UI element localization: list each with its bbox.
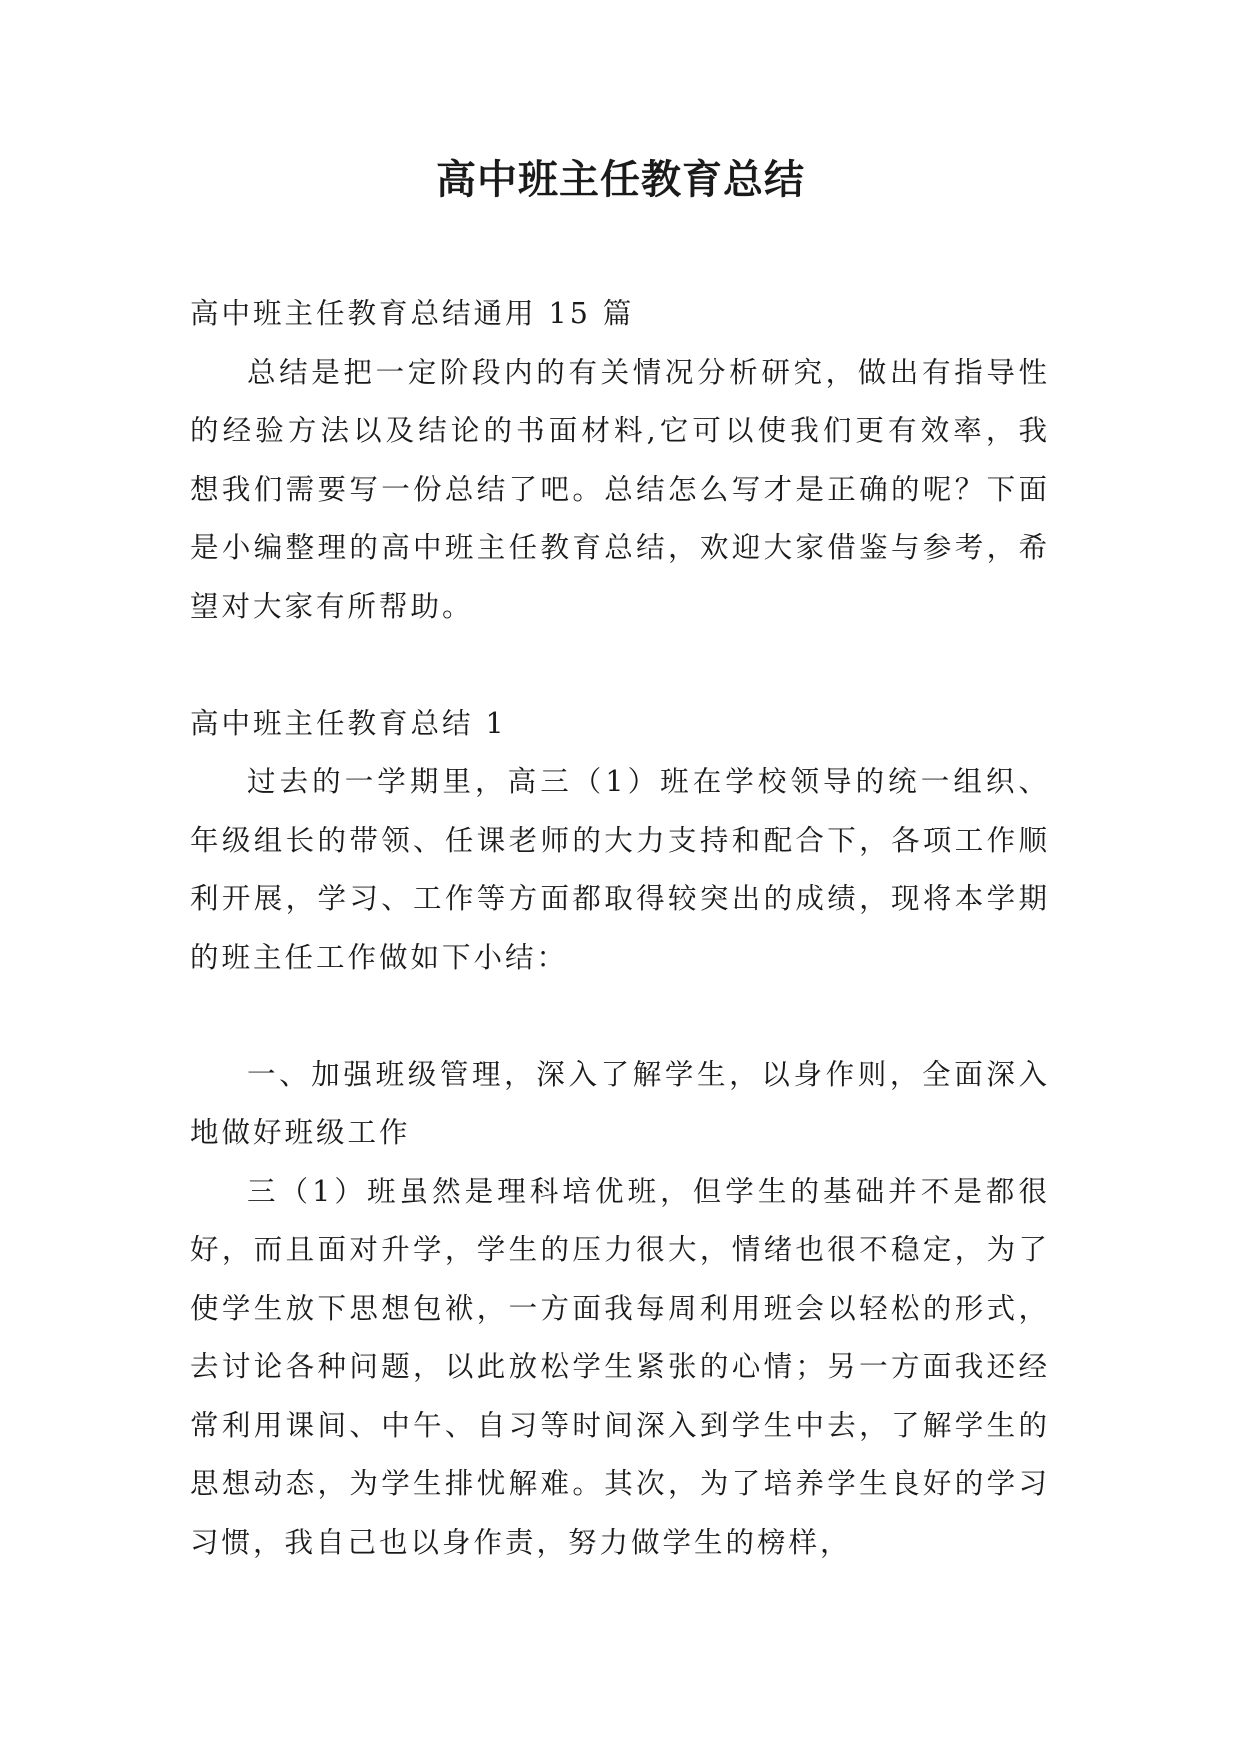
- body-paragraph: 三（1）班虽然是理科培优班，但学生的基础并不是都很好，而且面对升学，学生的压力很大，情绪也很不稳定，为了使学生放下思想包袱，一方面我每周利用班会以轻松的形式，去讨论各种问题，以此放松学生紧张的心情；另一方面我还经常利用课间、中午、自习等时间深入到学生中去，了解学生的思想动态，为学生排忧解难。其次，为了培养学生良好的学习习惯，我自己也以身作责，努力做学生的榜样，: [190, 1174, 1050, 1559]
- paragraph-gap: [190, 987, 1050, 1046]
- document-body: [190, 285, 1050, 1572]
- section-subheading: 高中班主任教育总结通用 15 篇: [190, 297, 635, 330]
- document-title: 高中班主任教育总结: [436, 157, 805, 203]
- section-heading-paragraph: 一、加强班级管理，深入了解学生，以身作则，全面深入地做好班级工作: [190, 1057, 1050, 1149]
- intro-paragraph: 总结是把一定阶段内的有关情况分析研究，做出有指导性的经验方法以及结论的书面材料,它可以使我们更有效率，我想我们需要写一份总结了吧。总结怎么写才是正确的呢？下面是小编整理的高中班主任教育总结，欢迎大家借鉴与参考，希望对大家有所帮助。: [190, 355, 1050, 623]
- section-subheading: 高中班主任教育总结 1: [190, 706, 507, 740]
- paragraph-gap: [190, 636, 1050, 695]
- summary-paragraph: 过去的一学期里，高三（1）班在学校领导的统一组织、年级组长的带领、任课老师的大力支持和配合下，各项工作顺利开展，学习、工作等方面都取得较突出的成绩，现将本学期的班主任工作做如下小结：: [190, 765, 1050, 974]
